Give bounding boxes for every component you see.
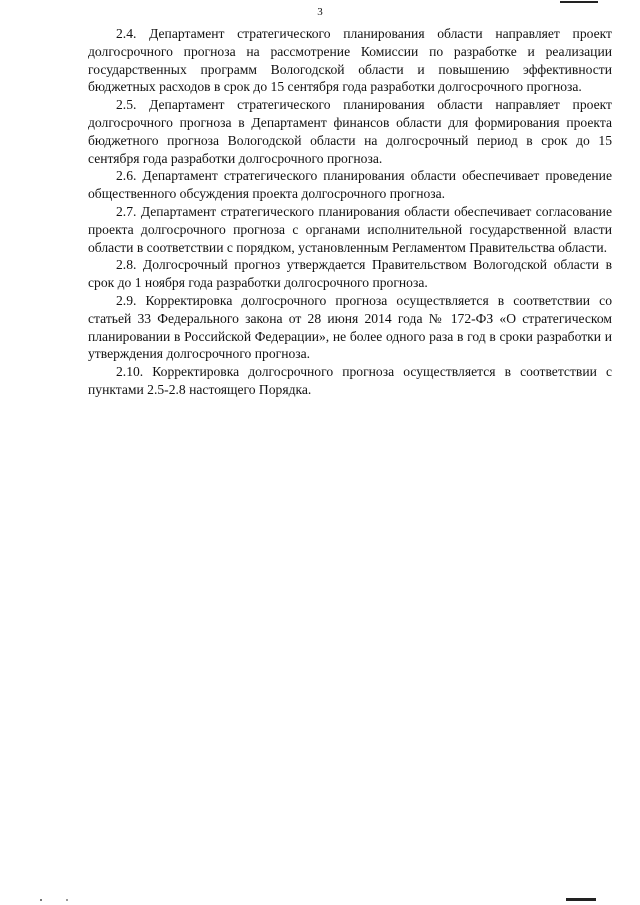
- paragraph-2-9: 2.9. Корректировка долгосрочного прогноза осуществляется в соответствии со статьей 33 Федерального закона от 28 июня 2014 года № 172-ФЗ «О стратегическом планировании в Российской Федерации», не более одного раза в год в сроки разработки и утверждения долгосрочного прогноза.: [88, 292, 612, 362]
- scan-mark-bottom-right: [566, 898, 596, 901]
- document-body: [88, 25, 612, 399]
- paragraph-2-4: 2.4. Департамент стратегического планирования области направляет проект долгосрочного прогноза на рассмотрение Комиссии по разработке и реализации государственных программ Вологодской области и повышению эффективности бюджетных расходов в срок до 15 сентября года разработки долгосрочного прогноза.: [88, 26, 612, 95]
- paragraph-2-6: 2.6. Департамент стратегического планирования области обеспечивает проведение общественного обсуждения проекта долгосрочного прогноза.: [88, 168, 612, 202]
- page-number: 3: [317, 6, 323, 18]
- paragraph-2-7: 2.7. Департамент стратегического планирования области обеспечивает согласование проекта долгосрочного прогноза с органами исполнительной государственной власти области в соответствии с порядком, установленным Регламентом Правительства области.: [88, 203, 612, 255]
- scan-dot-bottom-left: [40, 899, 42, 901]
- paragraph-2-5: 2.5. Департамент стратегического планирования области направляет проект долгосрочного прогноза в Департамент финансов области для формирования проекта бюджетного прогноза Вологодской области на долгосрочный период в срок до 15 сентября года разработки долгосрочного прогноза.: [88, 97, 612, 166]
- scan-mark-top-right: [560, 1, 598, 3]
- paragraph-2-8: 2.8. Долгосрочный прогноз утверждается Правительством Вологодской области в срок до 1 ноября года разработки долгосрочного прогноза.: [88, 257, 612, 291]
- scan-dot-bottom-left-2: [66, 899, 68, 901]
- paragraph-2-10: 2.10. Корректировка долгосрочного прогноза осуществляется в соответствии с пунктами 2.5-2.8 настоящего Порядка.: [88, 364, 612, 397]
